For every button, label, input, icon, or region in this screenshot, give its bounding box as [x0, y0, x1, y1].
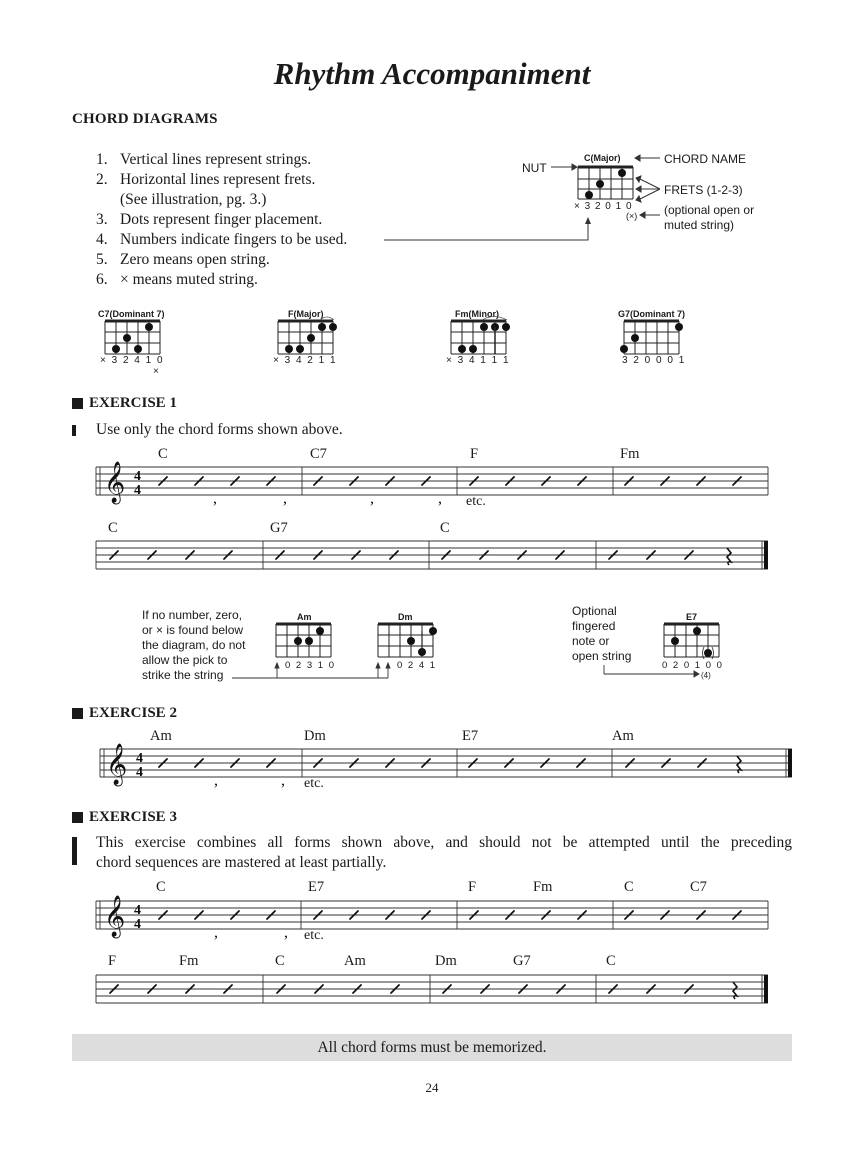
- chord-symbol: C: [108, 520, 118, 536]
- svg-text:𝄞: 𝄞: [106, 744, 128, 785]
- svg-text:,: ,: [438, 490, 442, 507]
- svg-text:𝄞: 𝄞: [104, 462, 126, 503]
- svg-text:,: ,: [284, 924, 288, 941]
- exercise-1-heading: EXERCISE 1: [72, 395, 177, 412]
- list-item: 6. × means muted string.: [96, 271, 258, 288]
- svg-text:4: 4: [134, 483, 141, 498]
- chord-symbol: G7: [270, 520, 288, 536]
- svg-text:,: ,: [370, 490, 374, 507]
- svg-text:,: ,: [214, 924, 218, 941]
- chord-alt-e7: (4): [701, 671, 711, 680]
- chord-symbol: Am: [612, 728, 634, 744]
- chord-name-f: F(Major): [288, 309, 324, 319]
- chord-symbol: C7: [690, 879, 707, 895]
- etc-label: etc.: [304, 928, 324, 943]
- etc-label: etc.: [466, 494, 486, 509]
- chord-name-c7: C7(Dominant 7): [98, 309, 165, 319]
- chord-fingers-am: 0 2 3 1 0: [285, 660, 336, 671]
- legend-chord-name: C(Major): [584, 153, 621, 163]
- exercise-2-heading: EXERCISE 2: [72, 705, 177, 722]
- chord-symbol: G7: [513, 953, 531, 969]
- legend-fingers: × 3 2 0 1 0: [574, 201, 633, 212]
- chord-symbol: F: [108, 953, 117, 969]
- exercise-3-heading: EXERCISE 3: [72, 809, 177, 826]
- memorize-banner: All chord forms must be memorized.: [72, 1034, 792, 1061]
- chord-symbol: E7: [308, 879, 325, 895]
- legend-optional-1: (optional open or: [664, 203, 755, 217]
- legend-optional-mark: (×): [626, 211, 638, 221]
- optional-note: Optional fingered note or open string: [572, 604, 632, 663]
- chord-fingers-g7: 3 2 0 0 0 1: [622, 355, 686, 366]
- etc-label: etc.: [304, 776, 324, 791]
- legend-frets-label: FRETS (1-2-3): [664, 183, 743, 197]
- chord-symbol: C: [624, 879, 634, 895]
- list-item: 1. Vertical lines represent strings.: [96, 151, 312, 168]
- section-heading: CHORD DIAGRAMS: [72, 111, 218, 127]
- legend-nut-label: NUT: [522, 161, 547, 175]
- chord-fingers-c7: × 3 2 4 1 0: [100, 355, 165, 366]
- pick-note: If no number, zero, or × is found below the diagram, do not allow the pick to strike the string: [142, 608, 246, 682]
- chord-symbol: Dm: [435, 953, 457, 969]
- chord-symbol: C: [156, 879, 166, 895]
- svg-text:4: 4: [136, 751, 143, 766]
- chord-symbol: Dm: [304, 728, 326, 744]
- chord-symbol: E7: [462, 728, 479, 744]
- list-item: 5. Zero means open string.: [96, 251, 270, 268]
- chord-symbol: C: [158, 446, 168, 462]
- svg-text:,: ,: [283, 490, 287, 507]
- svg-text:4: 4: [136, 765, 143, 780]
- chord-fingers-fm: × 3 4 1 1 1: [446, 355, 511, 366]
- page-number: 24: [425, 1080, 439, 1095]
- list-item: 3. Dots represent finger placement.: [96, 211, 323, 228]
- exercise-3-instruction-line-1: This exercise combines all forms shown above, and should not be attempted until the preceding: [96, 834, 792, 851]
- chord-extra-c7: ×: [153, 366, 159, 377]
- svg-text:,: ,: [213, 490, 217, 507]
- chord-name-dm: Dm: [398, 612, 413, 622]
- exercise-3-instruction-line-2: chord sequences are mastered at least partially.: [96, 854, 387, 871]
- legend-chord-name-label: CHORD NAME: [664, 152, 747, 166]
- list-item: 4. Numbers indicate fingers to be used.: [96, 231, 348, 248]
- svg-text:4: 4: [134, 469, 141, 484]
- chord-symbol: C: [606, 953, 616, 969]
- page-title: Rhythm Accompaniment: [273, 56, 591, 91]
- chord-symbol: Fm: [533, 879, 553, 895]
- chord-name-g7: G7(Dominant 7): [618, 309, 686, 319]
- svg-text:4: 4: [134, 903, 141, 918]
- chord-symbol: Am: [150, 728, 172, 744]
- chord-symbol: Fm: [620, 446, 640, 462]
- chord-symbol: C: [275, 953, 285, 969]
- chord-name-e7: E7: [686, 612, 698, 622]
- chord-fingers-f: × 3 4 2 1 1: [273, 355, 338, 366]
- chord-fingers-dm: 0 2 4 1: [397, 660, 437, 671]
- chord-fingers-e7: 0 2 0 1 0 0: [662, 660, 724, 671]
- chord-symbol: F: [470, 446, 479, 462]
- svg-text:4: 4: [134, 917, 141, 932]
- svg-text:,: ,: [281, 772, 285, 789]
- list-item: (See illustration, pg. 3.): [120, 191, 267, 208]
- chord-symbol: Am: [344, 953, 366, 969]
- chord-symbol: C7: [310, 446, 327, 462]
- chord-name-fm: Fm(Minor): [455, 309, 499, 319]
- chord-symbol: F: [468, 879, 477, 895]
- list-item: 2. Horizontal lines represent frets.: [96, 171, 316, 188]
- svg-text:,: ,: [214, 772, 218, 789]
- chord-symbol: C: [440, 520, 450, 536]
- svg-text:𝄞: 𝄞: [104, 896, 126, 937]
- chord-name-am: Am: [297, 612, 312, 622]
- exercise-1-instruction: Use only the chord forms shown above.: [96, 421, 343, 438]
- chord-symbol: Fm: [179, 953, 199, 969]
- legend-optional-2: muted string): [664, 218, 735, 232]
